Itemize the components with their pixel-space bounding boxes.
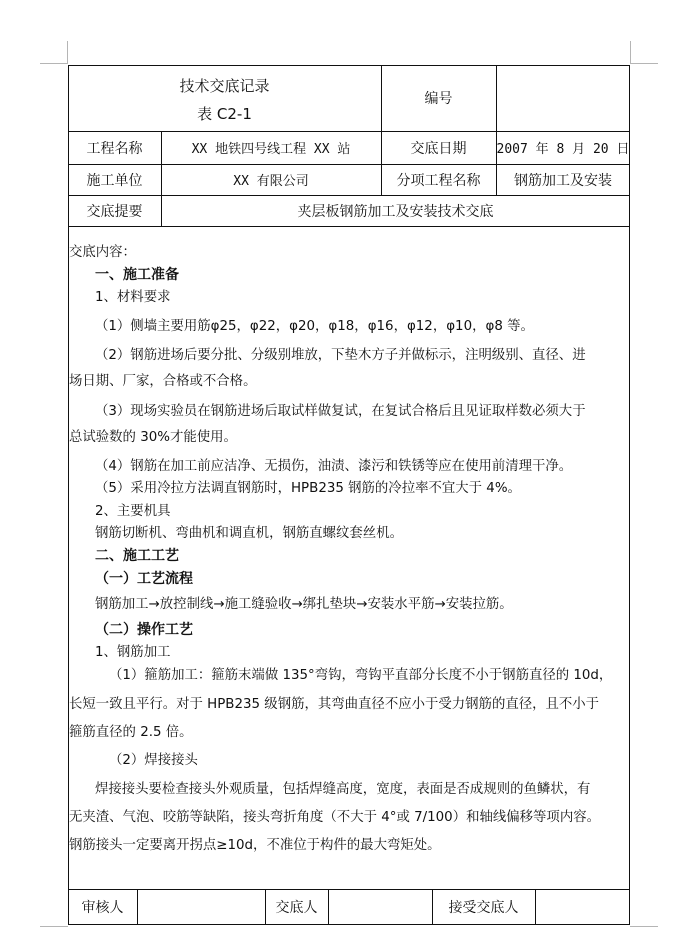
summary-value[interactable]: 夹层板钢筋加工及安装技术交底: [297, 203, 494, 220]
discloser-field[interactable]: [328, 889, 432, 925]
paragraph: 箍筋直径的 2.5 倍。: [69, 725, 193, 740]
corner-mark: [630, 41, 631, 63]
corner-mark: [40, 63, 68, 64]
receiver-label: 接受交底人: [448, 900, 519, 916]
row-divider: [68, 226, 630, 227]
receiver-field[interactable]: [535, 889, 630, 925]
disclosure-date-value[interactable]: 2007 年 8 月 20 日: [496, 142, 630, 157]
discloser-label: 交底人: [275, 900, 318, 916]
subproject-value[interactable]: 钢筋加工及安装: [514, 172, 612, 189]
paragraph: 场日期、厂家，合格或不合格。: [69, 374, 257, 389]
paragraph: 钢筋加工→放控制线→施工缝验收→绑扎垫块→安装水平筋→安装拉筋。: [95, 597, 513, 612]
paragraph: 长短一致且平行。对于 HPB235 级钢筋，其弯曲直径不应小于受力钢筋的直径，且不小于: [69, 697, 600, 712]
subproject-label: 分项工程名称: [396, 172, 481, 189]
section-heading: 二、施工工艺: [95, 548, 179, 564]
corner-mark: [630, 63, 658, 64]
summary-label: 交底提要: [86, 203, 143, 220]
paragraph: 焊接接头要检查接头外观质量，包括焊缝高度，宽度，表面是否成规则的鱼鳞状，有: [95, 782, 591, 797]
construction-unit-label: 施工单位: [86, 172, 143, 189]
content-intro: 交底内容：: [69, 245, 136, 260]
paragraph: 总试验数的 30%才能使用。: [69, 430, 237, 445]
paragraph: 钢筋接头一定要离开拐点≥10d，不准位于构件的最大弯矩处。: [69, 838, 441, 853]
construction-unit-value[interactable]: XX 有限公司: [233, 174, 309, 189]
reviewer-label: 审核人: [81, 900, 124, 916]
subsection-heading: 2、主要机具: [95, 504, 171, 519]
form-number: 表 C2-1: [197, 104, 252, 123]
corner-mark: [630, 926, 658, 927]
paragraph: （1）箍筋加工：箍筋末端做 135°弯钩，弯钩平直部分长度不小于钢筋直径的 10d，: [109, 668, 613, 683]
paragraph: 钢筋切断机、弯曲机和调直机，钢筋直螺纹套丝机。: [95, 526, 403, 541]
paragraph: （5）采用冷拉方法调直钢筋时，HPB235 钢筋的冷拉率不宜大于 4%。: [95, 481, 521, 496]
section-heading: 一、施工准备: [95, 267, 179, 283]
paragraph: （4）钢筋在加工前应洁净、无损伤，油渍、漆污和铁锈等应在使用前清理干净。: [95, 459, 573, 474]
section-heading: （一）工艺流程: [95, 571, 193, 587]
subsection-heading: 1、钢筋加工: [95, 645, 171, 660]
disclosure-date-label: 交底日期: [410, 140, 467, 157]
paragraph: （1）侧墙主要用筋φ25，φ22，φ20，φ18，φ16，φ12，φ10，φ8 等。: [95, 319, 534, 334]
project-name-value[interactable]: XX 地铁四号线工程 XX 站: [191, 142, 351, 157]
section-heading: （二）操作工艺: [95, 622, 193, 638]
reviewer-field[interactable]: [137, 889, 265, 925]
corner-mark: [67, 41, 68, 63]
paragraph: 无夹渣、气泡、咬筋等缺陷，接头弯折角度（不大于 4°或 7/100）和轴线偏移等项内容。: [69, 810, 600, 825]
corner-mark: [40, 926, 68, 927]
subsection-heading: （2）焊接接头: [109, 753, 198, 768]
subsection-heading: 1、材料要求: [95, 290, 171, 305]
project-name-label: 工程名称: [86, 140, 143, 157]
paragraph: （3）现场实验员在钢筋进场后取试样做复试，在复试合格后且见证取样数必须大于: [95, 404, 586, 419]
document-title: 技术交底记录: [179, 76, 270, 95]
paragraph: （2）钢筋进场后要分批、分级别堆放，下垫木方子并做标示，注明级别、直径、进: [95, 348, 586, 363]
number-label: 编号: [424, 91, 453, 107]
number-field[interactable]: [496, 65, 630, 131]
